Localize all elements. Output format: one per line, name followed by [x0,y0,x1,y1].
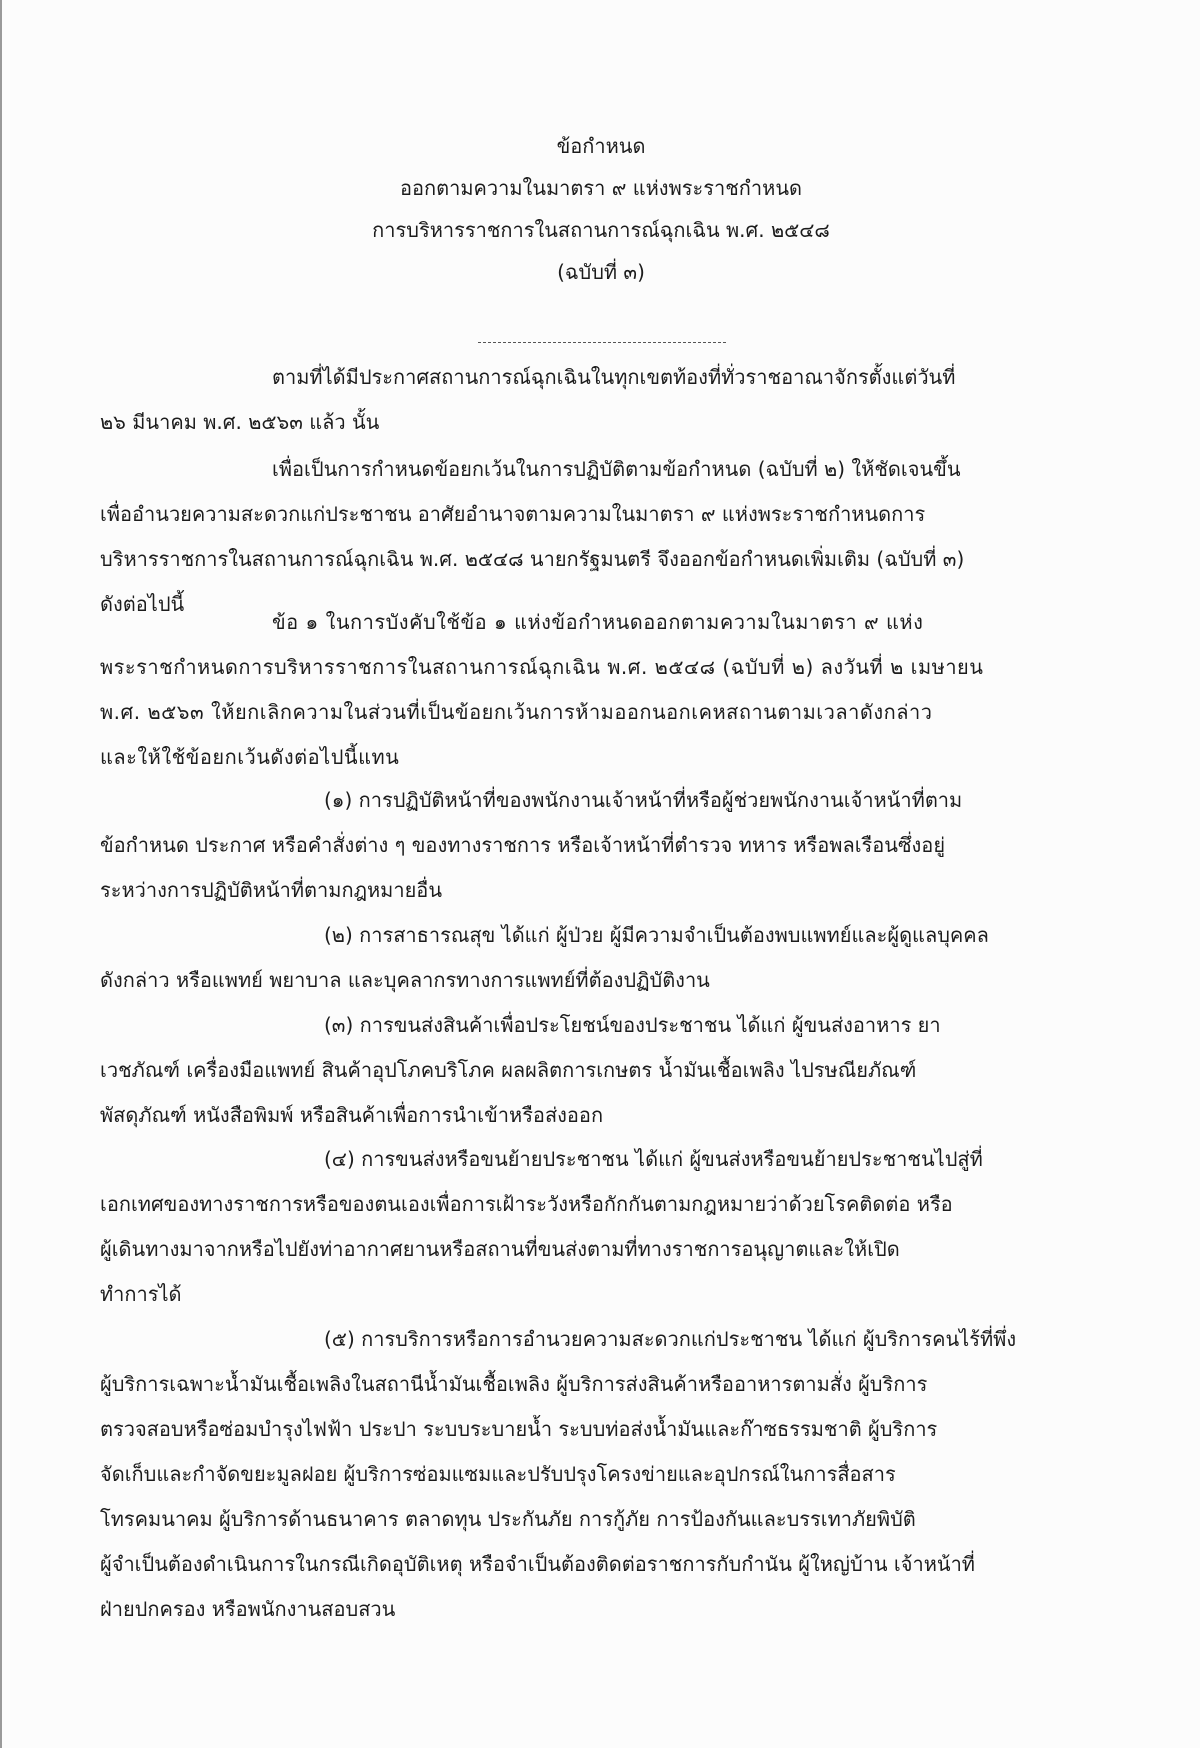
text-line: (๔) การขนส่งหรือขนย้ายประชาชน ได้แก่ ผู้ขนส่งหรือขนย้ายประชาชนไปสู่ที่ [324,1147,983,1171]
text-line: บริหารราชการในสถานการณ์ฉุกเฉิน พ.ศ. ๒๕๔๘ นายกรัฐมนตรี จึงออกข้อกำหนดเพิ่มเติม (ฉบับที่ ๓) [100,547,965,571]
text-line: พัสดุภัณฑ์ หนังสือพิมพ์ หรือสินค้าเพื่อการนำเข้าหรือส่งออก [100,1103,604,1127]
header-divider [478,342,726,343]
document-header [2,125,1200,293]
clause-1-paragraph [100,600,1086,780]
text-line: เพื่ออำนวยความสะดวกแก่ประชาชน อาศัยอำนาจตามความในมาตรา ๙ แห่งพระราชกำหนดการ [100,502,926,526]
text-line: เอกเทศของทางราชการหรือของตนเองเพื่อการเฝ้าระวังหรือกักกันตามกฎหมายว่าด้วยโรคติดต่อ หรือ [100,1192,953,1216]
text-line: โทรคมนาคม ผู้บริการด้านธนาคาร ตลาดทุน ประกันภัย การกู้ภัย การป้องกันและบรรเทาภัยพิบัติ [100,1507,916,1531]
text-line: ผู้เดินทางมาจากหรือไปยังท่าอากาศยานหรือสถานที่ขนส่งตามที่ทางราชการอนุญาตและให้เปิด [100,1237,900,1261]
text-line: (๕) การบริการหรือการอำนวยความสะดวกแก่ประชาชน ได้แก่ ผู้บริการคนไร้ที่พึ่ง [324,1327,1017,1351]
text-line: ตรวจสอบหรือซ่อมบำรุงไฟฟ้า ประปา ระบบระบายน้ำ ระบบท่อส่งน้ำมันและก๊าซธรรมชาติ ผู้บริการ [100,1417,938,1441]
text-line: เวชภัณฑ์ เครื่องมือแพทย์ สินค้าอุปโภคบริโภค ผลผลิตการเกษตร น้ำมันเชื้อเพลิง ไปรษณียภัณฑ์ [100,1058,917,1082]
document-subtitle-2: การบริหารราชการในสถานการณ์ฉุกเฉิน พ.ศ. ๒๕๔๘ [372,218,830,242]
text-line: ผู้บริการเฉพาะน้ำมันเชื้อเพลิงในสถานีน้ำมันเชื้อเพลิง ผู้บริการส่งสินค้าหรืออาหารตามสั่ง ผู้บริการ [100,1372,928,1396]
text-line: ข้อกำหนด ประกาศ หรือคำสั่งต่าง ๆ ของทางราชการ หรือเจ้าหน้าที่ตำรวจ ทหาร หรือพลเรือนซึ่งอยู่ [100,833,946,857]
clause-item-1 [100,778,1086,913]
text-line: จัดเก็บและกำจัดขยะมูลฝอย ผู้บริการซ่อมแซมและปรับปรุงโครงข่ายและอุปกรณ์ในการสื่อสาร [100,1462,896,1486]
document-edition: (ฉบับที่ ๓) [557,260,645,284]
text-line: ตามที่ได้มีประกาศสถานการณ์ฉุกเฉินในทุกเขตท้องที่ทั่วราชอาณาจักรตั้งแต่วันที่ [272,365,956,389]
clause-item-5 [100,1317,1086,1632]
text-line: (๒) การสาธารณสุข ได้แก่ ผู้ป่วย ผู้มีความจำเป็นต้องพบแพทย์และผู้ดูแลบุคคล [324,923,989,947]
clause-item-2 [100,913,1086,1003]
text-line: เพื่อเป็นการกำหนดข้อยกเว้นในการปฏิบัติตามข้อกำหนด (ฉบับที่ ๒) ให้ชัดเจนขึ้น [272,457,961,481]
clause-item-3 [100,1003,1086,1138]
preamble-paragraph-1 [100,355,1086,445]
document-subtitle-1: ออกตามความในมาตรา ๙ แห่งพระราชกำหนด [400,176,802,200]
document-title: ข้อกำหนด [556,134,646,158]
text-line: (๓) การขนส่งสินค้าเพื่อประโยชน์ของประชาชน ได้แก่ ผู้ขนส่งอาหาร ยา [324,1013,941,1037]
text-line: ดังต่อไปนี้ [100,592,185,616]
text-line: ดังกล่าว หรือแพทย์ พยาบาล และบุคลากรทางการแพทย์ที่ต้องปฏิบัติงาน [100,968,710,992]
text-line: ๒๖ มีนาคม พ.ศ. ๒๕๖๓ แล้ว นั้น [100,410,380,434]
text-line: ผู้จำเป็นต้องดำเนินการในกรณีเกิดอุบัติเหตุ หรือจำเป็นต้องติดต่อราชการกับกำนัน ผู้ใหญ่บ้าน เจ้าหน้าที่ [100,1552,975,1576]
text-line: และให้ใช้ข้อยกเว้นดังต่อไปนี้แทน [100,745,400,769]
text-line: ข้อ ๑ ในการบังคับใช้ข้อ ๑ แห่งข้อกำหนดออกตามความในมาตรา ๙ แห่ง [272,610,924,634]
text-line: ฝ่ายปกครอง หรือพนักงานสอบสวน [100,1597,396,1621]
text-line: ระหว่างการปฏิบัติหน้าที่ตามกฎหมายอื่น [100,878,442,902]
text-line: (๑) การปฏิบัติหน้าที่ของพนักงานเจ้าหน้าที่หรือผู้ช่วยพนักงานเจ้าหน้าที่ตาม [324,788,963,812]
text-line: ทำการได้ [100,1282,182,1306]
clause-item-4 [100,1137,1086,1317]
text-line: พระราชกำหนดการบริหารราชการในสถานการณ์ฉุกเฉิน พ.ศ. ๒๕๔๘ (ฉบับที่ ๒) ลงวันที่ ๒ เมษายน [100,655,984,679]
text-line: พ.ศ. ๒๕๖๓ ให้ยกเลิกความในส่วนที่เป็นข้อยกเว้นการห้ามออกนอกเคหสถานตามเวลาดังกล่าว [100,700,933,724]
